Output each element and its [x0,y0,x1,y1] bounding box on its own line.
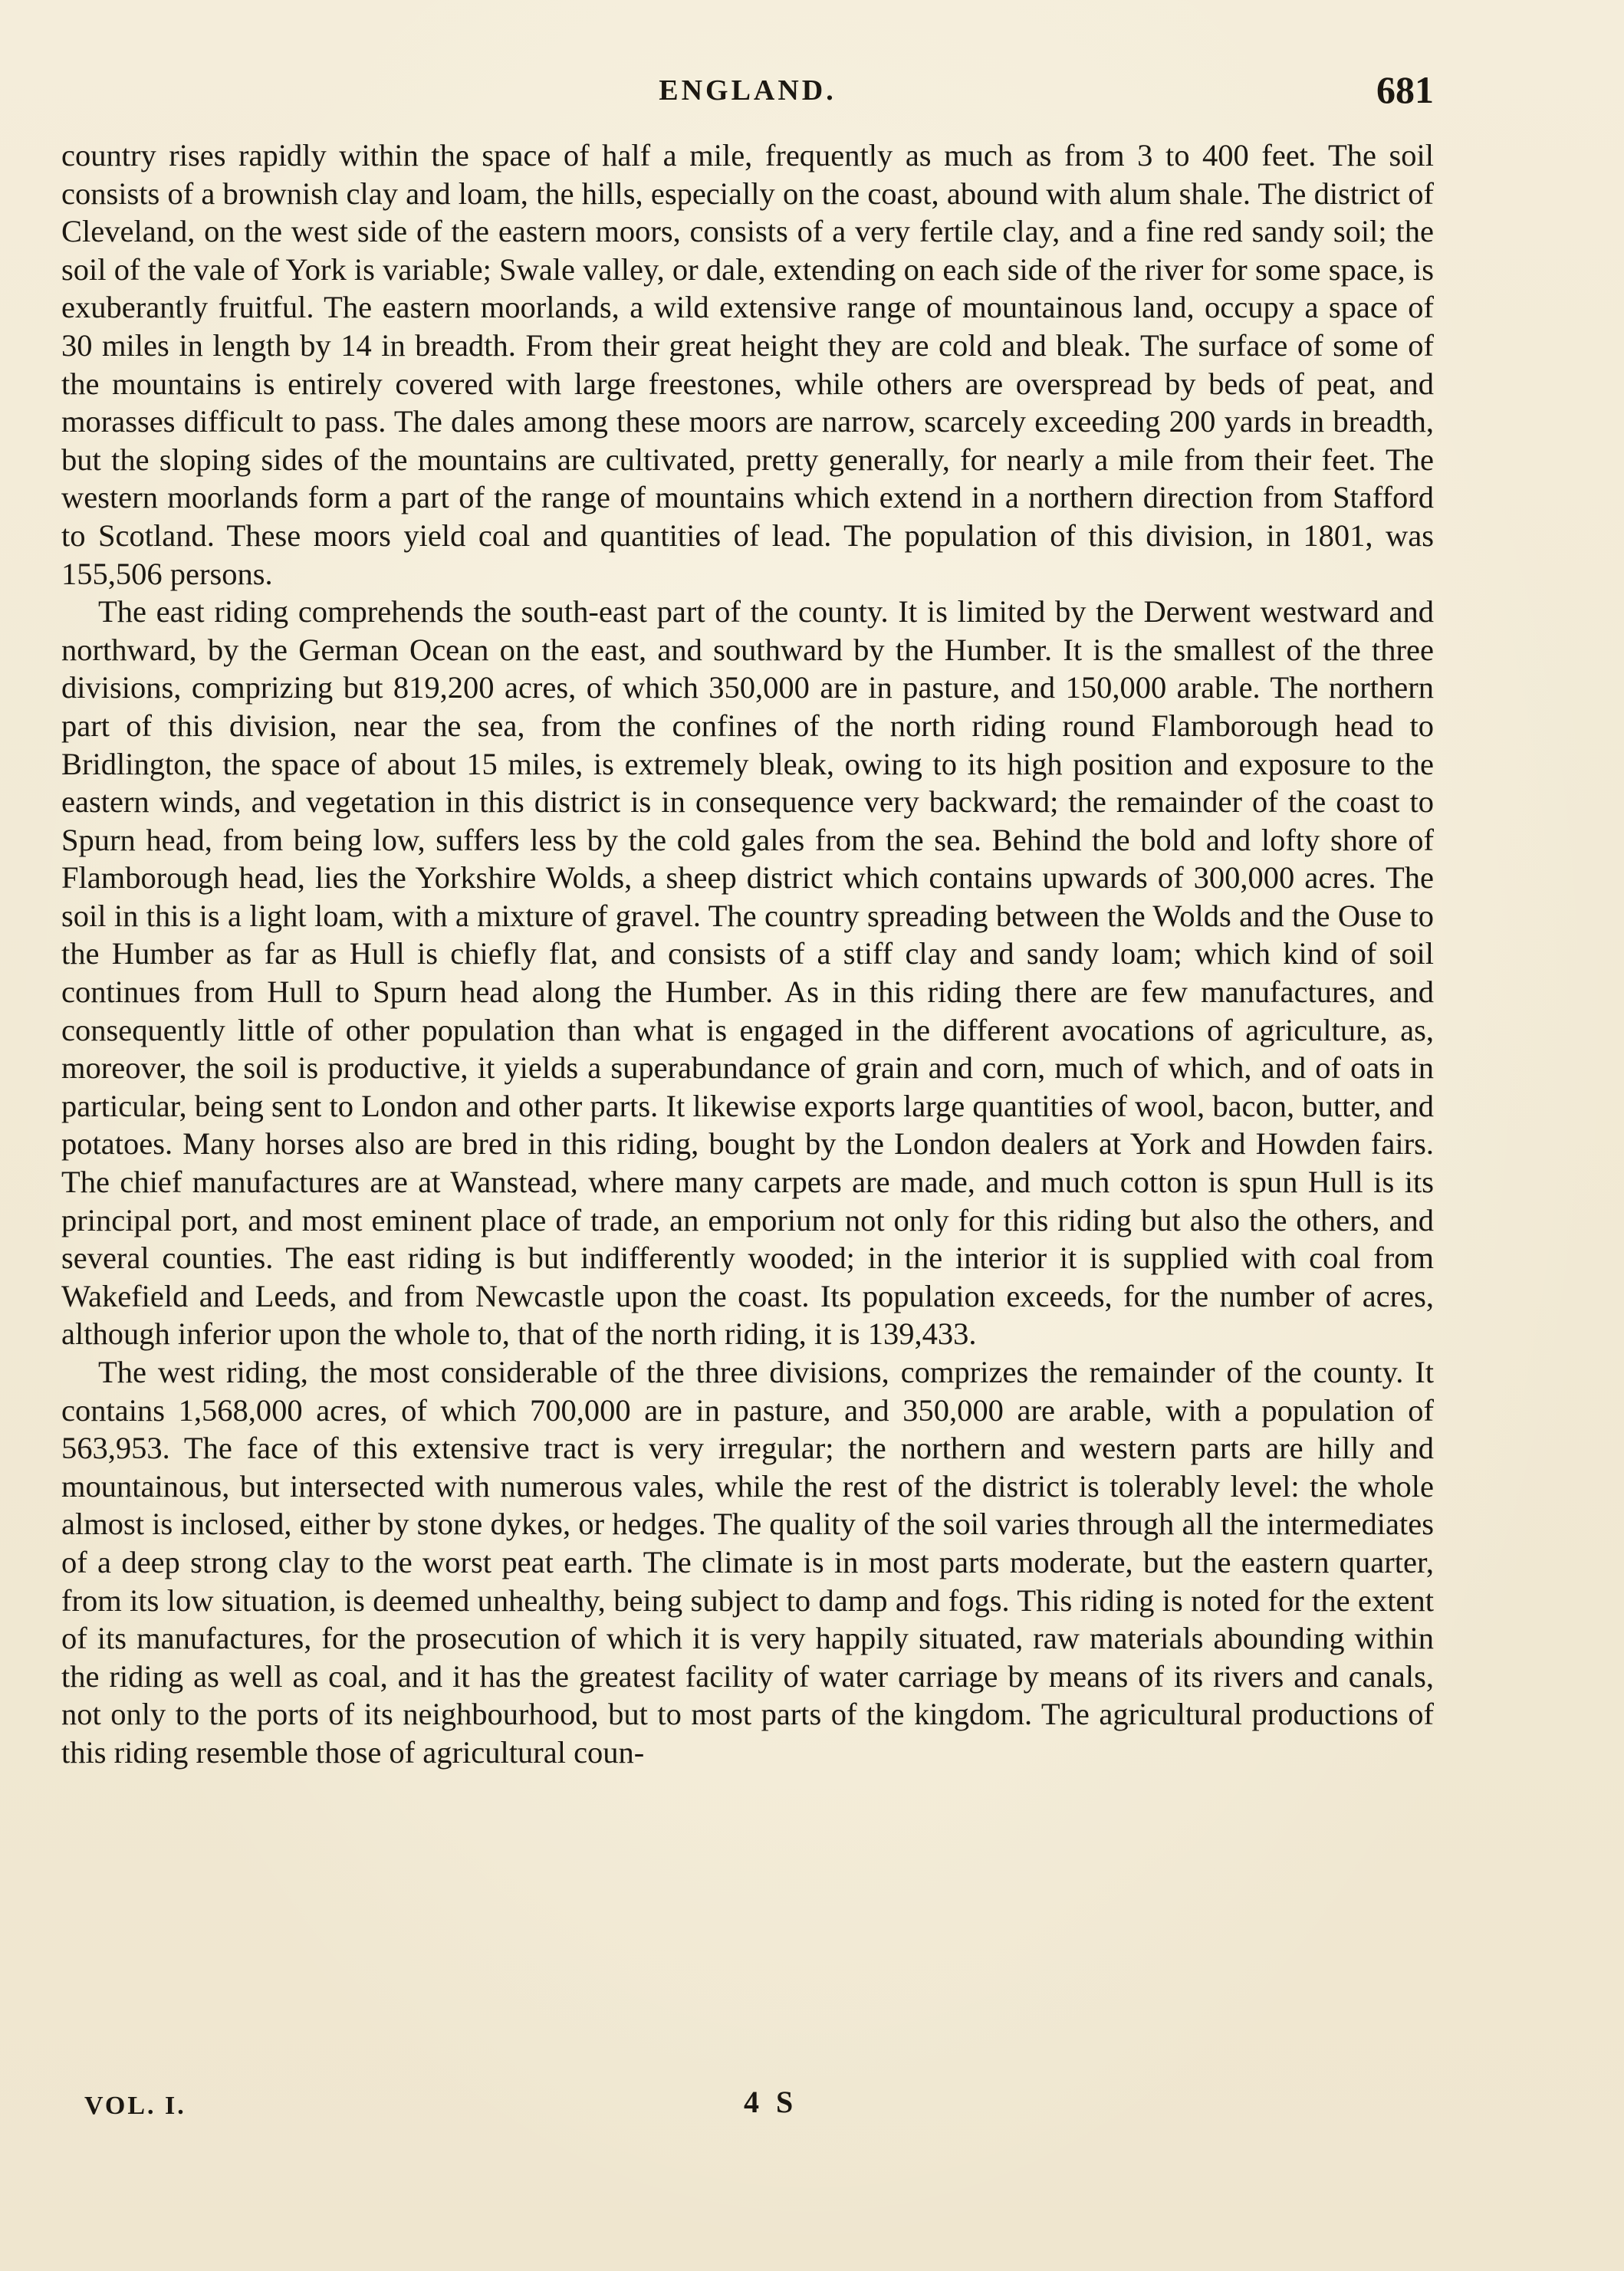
paragraph-east-riding: The east riding comprehends the south-east part of the county. It is limited by the Derwent westward and northward, by the German Ocean on the east, and southward by the Humber. It is the smallest of the three divisions, comprizing but 819,200 acres, of which 350,000 are in pasture, and 150,000 arable. The northern part of this division, near the sea, from the confines of the north riding round Flamborough head to Bridlington, the space of about 15 miles, is extremely bleak, owing to its high position and exposure to the eastern winds, and vegetation in this district is in consequence very backward; the remainder of the coast to Spurn head, from being low, suffers less by the cold gales from the sea. Behind the bold and lofty shore of Flamborough head, lies the Yorkshire Wolds, a sheep district which contains upwards of 300,000 acres. The soil in this is a light loam, with a mixture of gravel. The country spreading between the Wolds and the Ouse to the Humber as far as Hull is chiefly flat, and consists of a stiff clay and sandy loam; which kind of soil continues from Hull to Spurn head along the Humber. As in this riding there are few manufactures, and consequently little of other population than what is engaged in the different avocations of agriculture, as, moreover, the soil is productive, it yields a superabundance of grain and corn, much of which, and of oats in particular, being sent to London and other parts. It likewise exports large quantities of wool, bacon, butter, and potatoes. Many horses also are bred in this riding, bought by the London dealers at York and Howden fairs. The chief manufactures are at Wanstead, where many carpets are made, and much cotton is spun Hull is its principal port, and most eminent place of trade, an emporium not only for this riding but also the others, and several counties. The east riding is but indifferently wooded; in the interior it is supplied with coal from Wakefield and Leeds, and from Newcastle upon the coast. Its population exceeds, for the number of acres, although inferior upon the whole to, that of the north riding, it is 139,433. [61,594,1434,1352]
signature-mark: 4 S [744,2085,798,2119]
body-text [61,136,1434,1772]
page-number: 681 [1376,68,1434,111]
paragraph-west-riding: The west riding, the most considerable of the three divisions, comprizes the remainder of the county. It contains 1,568,000 acres, of which 700,000 are in pasture, and 350,000 are arable, with a population of 563,953. The face of this extensive tract is very irregular; the northern and western parts are hilly and mountainous, but intersected with numerous vales, while the rest of the district is tolerably level: the whole almost is inclosed, either by stone dykes, or hedges. The quality of the soil varies through all the intermediates of a deep strong clay to the worst peat earth. The climate is in most parts moderate, but the eastern quarter, from its low situation, is deemed unhealthy, being subject to damp and fogs. This riding is noted for the extent of its manufactures, for the prosecution of which it is very happily situated, raw materials abounding within the riding as well as coal, and it has the greatest facility of water carriage by means of its rivers and canals, not only to the ports of its neighbourhood, but to most parts of the kingdom. The agricultural productions of this riding resemble those of agricultural coun- [61,1355,1434,1770]
page-footer [61,2085,1434,2138]
volume-label: VOL. I. [84,2092,186,2120]
running-head: ENGLAND. [659,74,837,107]
page-header [61,68,1434,120]
paragraph-north-riding-continued: country rises rapidly within the space of half a mile, frequently as much as from 3 to 400 feet. The soil consists of a brownish clay and loam, the hills, especially on the coast, abound with alum shale. The district of Cleveland, on the west side of the eastern moors, consists of a very fertile clay, and a fine red sandy soil; the soil of the vale of York is variable; Swale valley, or dale, extending on each side of the river for some space, is exuberantly fruitful. The eastern moorlands, a wild extensive range of mountainous land, occupy a space of 30 miles in length by 14 in breadth. From their great height they are cold and bleak. The surface of some of the mountains is entirely covered with large freestones, while others are overspread by beds of peat, and morasses difficult to pass. The dales among these moors are narrow, scarcely exceeding 200 yards in breadth, but the sloping sides of the mountains are cultivated, pretty generally, for nearly a mile from their feet. The western moorlands form a part of the range of mountains which extend in a northern direction from Stafford to Scotland. These moors yield coal and quantities of lead. The population of this division, in 1801, was 155,506 persons. [61,138,1434,591]
